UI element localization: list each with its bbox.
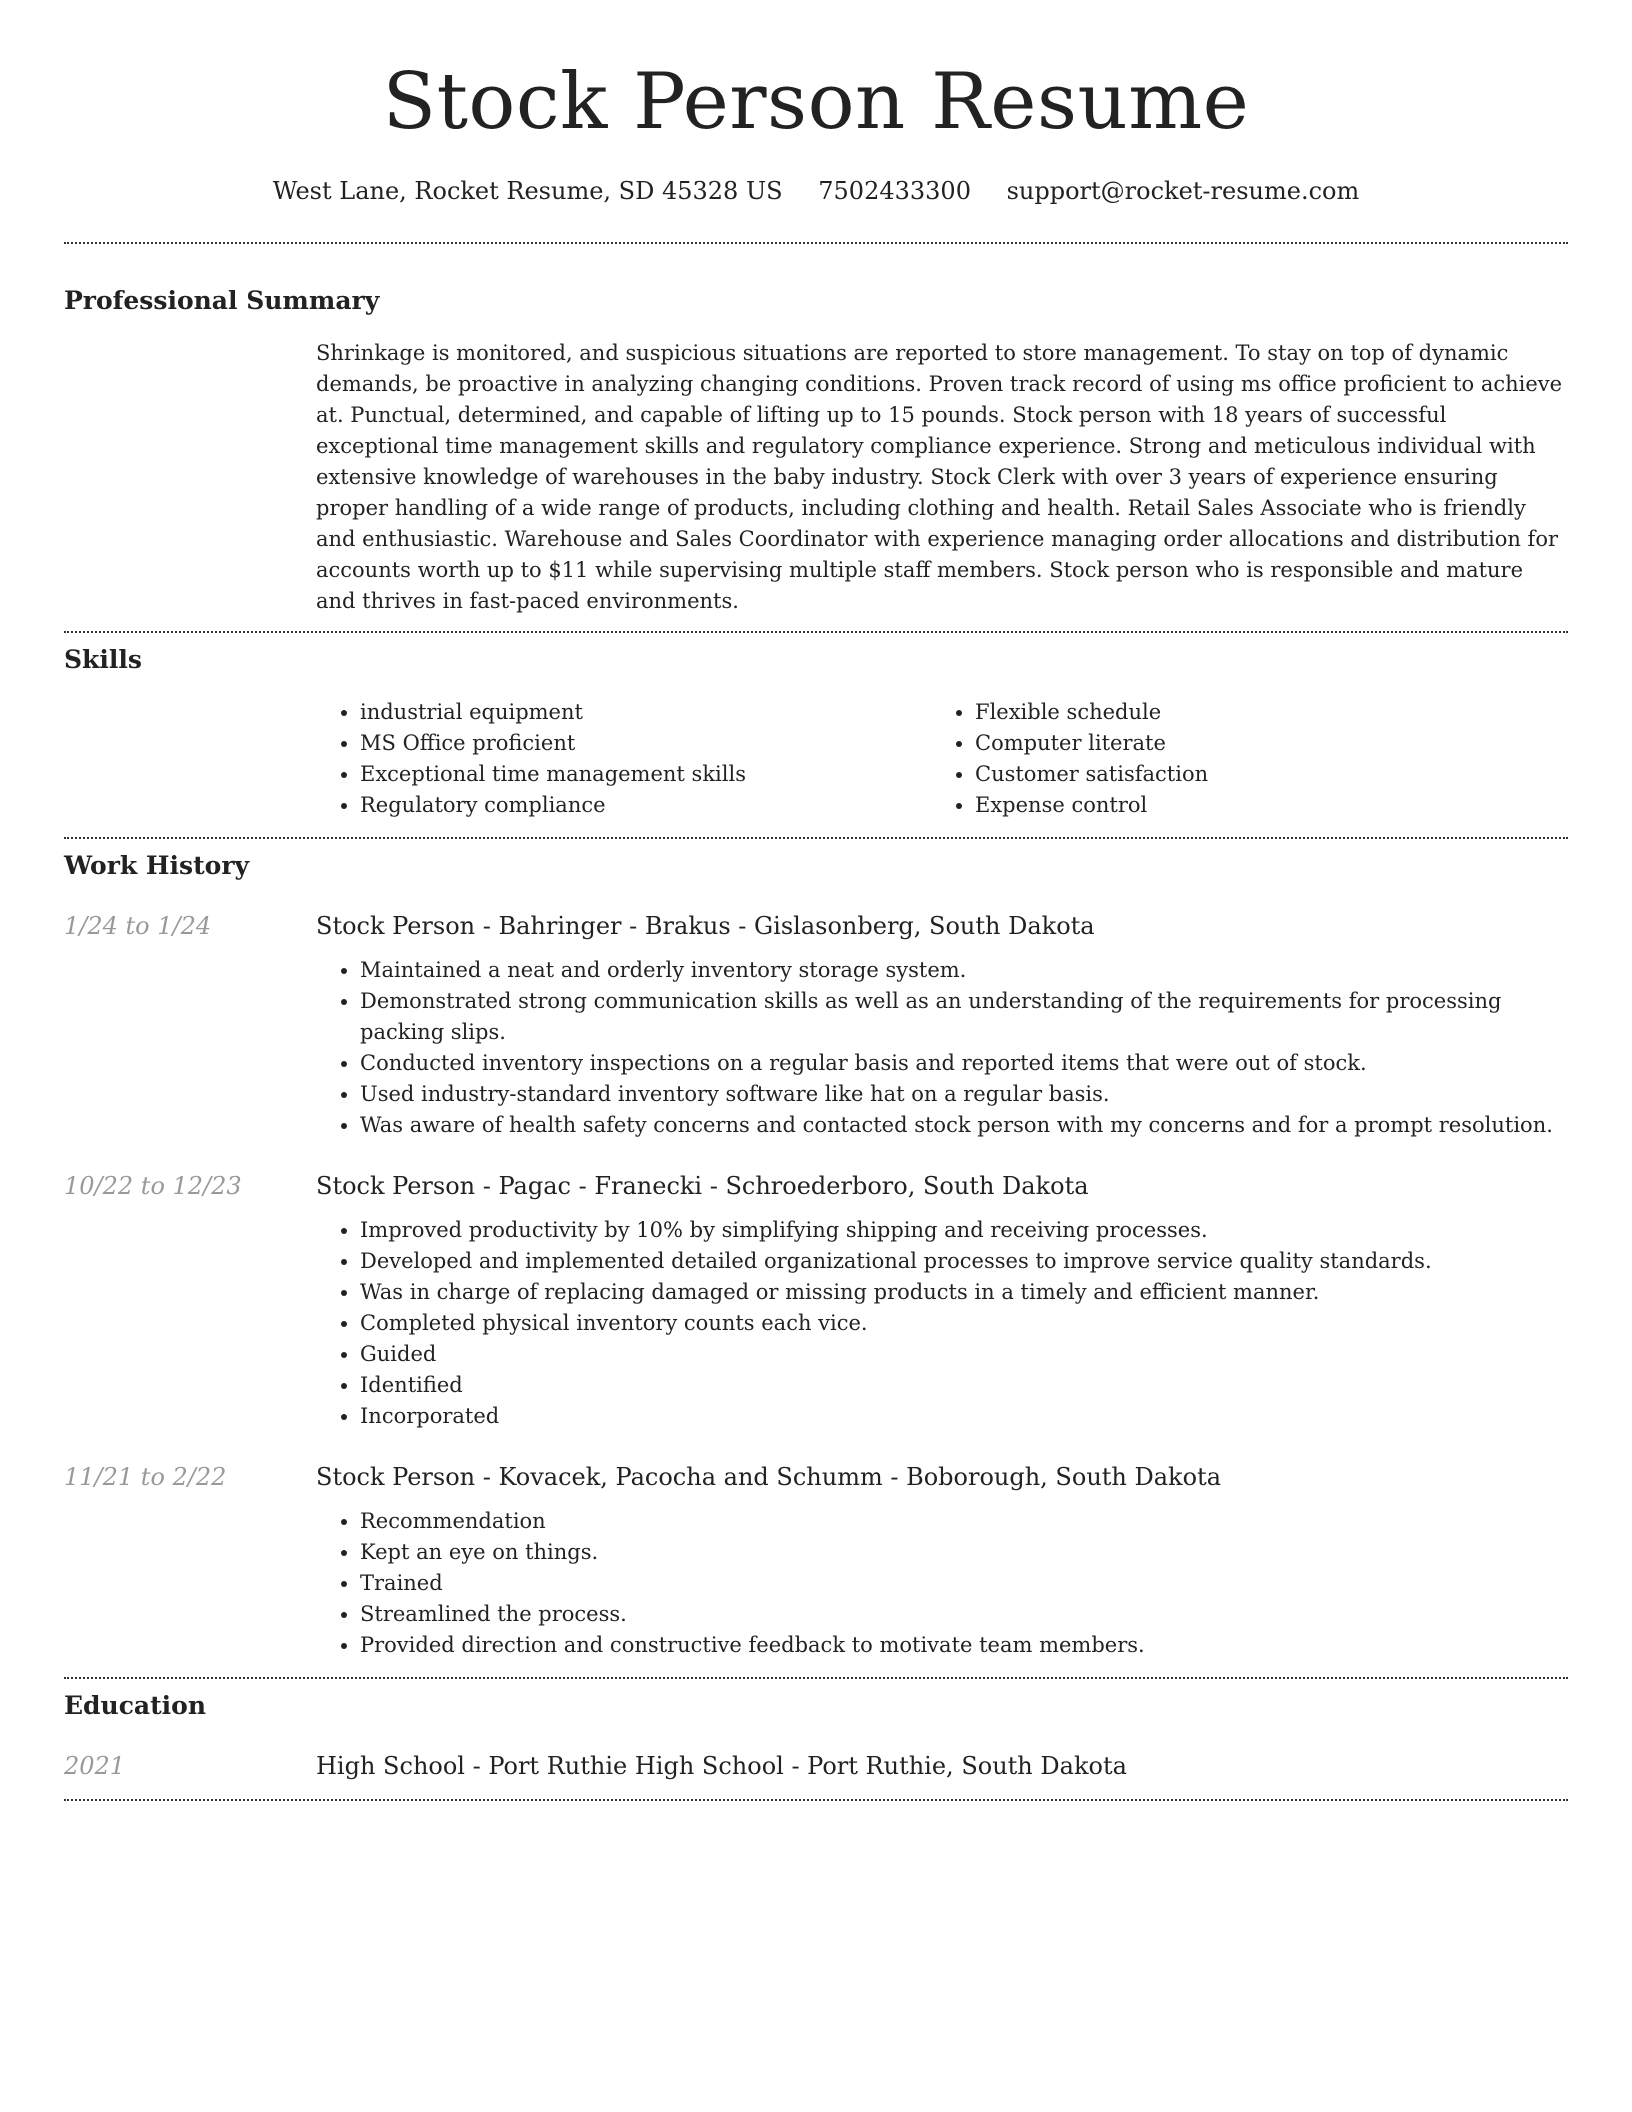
job-bullet: • Incorporated bbox=[360, 1401, 1568, 1432]
skills-section bbox=[64, 633, 1568, 821]
job-bullet: • Kept an eye on things. bbox=[360, 1537, 1568, 1568]
education-detail: - Port Ruthie High School - Port Ruthie, South Dakota bbox=[464, 1752, 1127, 1780]
job-bullet: • Completed physical inventory counts each vice. bbox=[360, 1308, 1568, 1339]
job-bullets bbox=[316, 955, 1568, 1141]
job-bullet: • Used industry-standard inventory software like hat on a regular basis. bbox=[360, 1079, 1568, 1110]
skill-item: • Computer literate bbox=[975, 728, 1546, 759]
job-bullet: • Demonstrated strong communication skills as well as an understanding of the requirements for processing packing slips. bbox=[360, 986, 1568, 1048]
section-title-skills: Skills bbox=[64, 645, 142, 674]
skills-columns bbox=[316, 697, 1568, 821]
contact-line bbox=[64, 174, 1568, 208]
contact-address: West Lane, Rocket Resume, SD 45328 US bbox=[272, 177, 783, 205]
summary-text: Shrinkage is monitored, and suspicious situations are reported to store management. To stay on top of dynamic demands, be proactive in analyzing changing conditions. Proven track record of using ms office proficient to achieve at. Punctual, determined, and capable of lifting up to 15 pounds. Stock person with 18 years of successful exceptional time management skills and regulatory compliance experience. Strong and meticulous individual with extensive knowledge of warehouses in the baby industry. Stock Clerk with over 3 years of experience ensuring proper handling of a wide range of products, including clothing and health. Retail Sales Associate who is friendly and enthusiastic. Warehouse and Sales Coordinator with experience managing order allocations and distribution for accounts worth up to $11 while supervising multiple staff members. Stock person who is responsible and mature and thrives in fast-paced environments. bbox=[316, 341, 1563, 613]
job-body bbox=[316, 1460, 1568, 1661]
job-bullet: • Provided direction and constructive feedback to motivate team members. bbox=[360, 1630, 1568, 1661]
job-bullet: • Was aware of health safety concerns and contacted stock person with my concerns and for a prompt resolution. bbox=[360, 1110, 1568, 1141]
job-entry bbox=[64, 909, 1568, 1141]
job-bullet: • Was in charge of replacing damaged or missing products in a timely and efficient manner. bbox=[360, 1277, 1568, 1308]
job-bullets bbox=[316, 1506, 1568, 1661]
job-title: Stock Person - Bahringer - Brakus - Gislasonberg, South Dakota bbox=[316, 912, 1095, 940]
work-history-section bbox=[64, 839, 1568, 1661]
skill-item: • Expense control bbox=[975, 790, 1546, 821]
job-date: 10/22 to 12/23 bbox=[64, 1172, 242, 1200]
job-bullet: • Conducted inventory inspections on a regular basis and reported items that were out of stock. bbox=[360, 1048, 1568, 1079]
contact-email: support@rocket-resume.com bbox=[1006, 177, 1360, 205]
job-bullet: • Identified bbox=[360, 1370, 1568, 1401]
job-bullets bbox=[316, 1215, 1568, 1432]
job-entry bbox=[64, 1169, 1568, 1432]
education-date: 2021 bbox=[64, 1752, 126, 1780]
education-entry bbox=[64, 1749, 1568, 1783]
education-degree: High School bbox=[316, 1752, 465, 1780]
professional-summary-section bbox=[64, 244, 1568, 617]
job-bullet: • Guided bbox=[360, 1339, 1568, 1370]
contact-phone: 7502433300 bbox=[818, 177, 971, 205]
job-entry bbox=[64, 1460, 1568, 1661]
skill-item: • Flexible schedule bbox=[975, 697, 1546, 728]
resume-title: Stock Person Resume bbox=[382, 57, 1250, 147]
job-bullet: • Improved productivity by 10% by simplifying shipping and receiving processes. bbox=[360, 1215, 1568, 1246]
job-bullet: • Maintained a neat and orderly inventory storage system. bbox=[360, 955, 1568, 986]
job-body bbox=[316, 909, 1568, 1141]
job-title: Stock Person - Pagac - Franecki - Schroederboro, South Dakota bbox=[316, 1172, 1089, 1200]
skill-item: • Regulatory compliance bbox=[360, 790, 931, 821]
section-divider bbox=[64, 1799, 1568, 1801]
section-title-work: Work History bbox=[64, 851, 250, 880]
job-bullet: • Streamlined the process. bbox=[360, 1599, 1568, 1630]
job-date: 11/21 to 2/22 bbox=[64, 1463, 227, 1491]
skills-list-right bbox=[931, 697, 1546, 821]
skill-item: • industrial equipment bbox=[360, 697, 931, 728]
job-date: 1/24 to 1/24 bbox=[64, 912, 212, 940]
section-title-summary: Professional Summary bbox=[64, 286, 380, 315]
section-title-education: Education bbox=[64, 1691, 207, 1720]
job-body bbox=[316, 1169, 1568, 1432]
education-title bbox=[316, 1749, 1127, 1783]
job-title: Stock Person - Kovacek, Pacocha and Schumm - Boborough, South Dakota bbox=[316, 1463, 1222, 1491]
education-section bbox=[64, 1679, 1568, 1783]
skill-item: • MS Office proficient bbox=[360, 728, 931, 759]
skill-item: • Customer satisfaction bbox=[975, 759, 1546, 790]
job-bullet: • Recommendation bbox=[360, 1506, 1568, 1537]
skills-list-left bbox=[316, 697, 931, 821]
skill-item: • Exceptional time management skills bbox=[360, 759, 931, 790]
job-bullet: • Developed and implemented detailed organizational processes to improve service quality standards. bbox=[360, 1246, 1568, 1277]
job-bullet: • Trained bbox=[360, 1568, 1568, 1599]
